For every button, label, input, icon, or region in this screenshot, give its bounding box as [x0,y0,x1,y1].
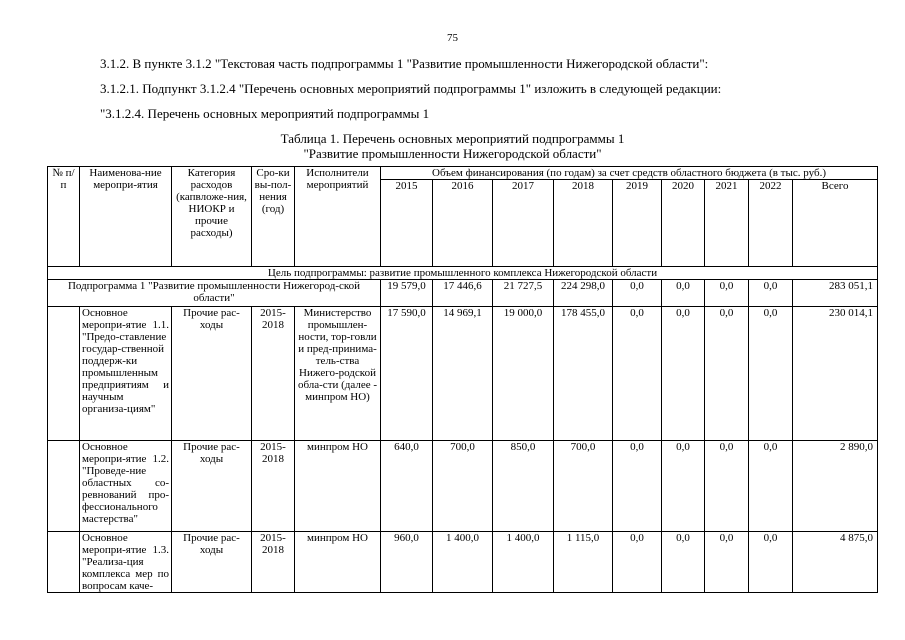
subprogram-row [48,280,878,307]
value-cell: 0,0 [705,307,749,441]
header-year: 2018 [554,180,613,267]
header-year: 2022 [749,180,793,267]
goal-cell: Цель подпрограммы: развитие промышленного комплекса Нижегородской области [48,267,878,280]
num-cell [48,307,80,441]
header-year: 2015 [381,180,433,267]
value-cell: 14 969,1 [433,307,493,441]
value-cell: 0,0 [749,532,793,593]
value-cell: 0,0 [662,441,705,532]
value-cell: 1 400,0 [493,532,554,593]
executor-cell: минпром НО [295,441,381,532]
header-year: 2017 [493,180,554,267]
executor-cell: Министерство промышлен-ности, тор-говли и пред-принима-тель-ства Нижего-родской обла-сти (далее - минпром НО) [295,307,381,441]
header-executors: Исполнители мероприятий [295,167,381,267]
table-caption-line1: Таблица 1. Перечень основных мероприятий подпрограммы 1 [280,131,625,146]
value-cell: 0,0 [749,441,793,532]
category-cell: Прочие рас-ходы [172,441,252,532]
value-cell: 640,0 [381,441,433,532]
value-cell: 0,0 [662,532,705,593]
value-cell: 0,0 [662,280,705,307]
total-cell: 2 890,0 [793,441,878,532]
total-cell: 230 014,1 [793,307,878,441]
value-cell: 0,0 [705,441,749,532]
header-total: Всего [793,180,878,267]
paragraph-3: "3.1.2.4. Перечень основных мероприятий подпрограммы 1 [100,106,430,121]
value-cell: 0,0 [613,307,662,441]
table-row [48,532,878,593]
table-row [48,441,878,532]
header-year: 2020 [662,180,705,267]
header-term: Сро-ки вы-пол-нения (год) [252,167,295,267]
value-cell: 700,0 [554,441,613,532]
subprogram-label: Подпрограмма 1 "Развитие промышленности Нижегород-ской области" [48,280,381,307]
value-cell: 960,0 [381,532,433,593]
value-cell: 700,0 [433,441,493,532]
value-cell: 0,0 [749,307,793,441]
term-cell: 2015-2018 [252,307,295,441]
header-row-1 [48,167,878,180]
paragraph-1: 3.1.2. В пункте 3.1.2 "Текстовая часть подпрограммы 1 "Развитие промышленности Нижегородской области": [100,56,709,71]
num-cell [48,532,80,593]
value-cell: 0,0 [705,532,749,593]
category-cell: Прочие рас-ходы [172,532,252,593]
header-funding: Объем финансирования (по годам) за счет средств областного бюджета (в тыс. руб.) [381,167,878,180]
value-cell: 19 000,0 [493,307,554,441]
value-cell: 0,0 [662,307,705,441]
header-num: № п/п [48,167,80,267]
value-cell: 0,0 [613,280,662,307]
value-cell: 178 455,0 [554,307,613,441]
table-caption-line2: "Развитие промышленности Нижегородской области" [303,146,602,161]
page-number: 75 [447,32,458,44]
value-cell: 17 590,0 [381,307,433,441]
header-year: 2016 [433,180,493,267]
value-cell: 21 727,5 [493,280,554,307]
header-name: Наименова-ние меропри-ятия [80,167,172,267]
value-cell: 0,0 [613,532,662,593]
total-cell: 283 051,1 [793,280,878,307]
term-cell: 2015-2018 [252,441,295,532]
measures-table [47,166,878,593]
header-year: 2019 [613,180,662,267]
value-cell: 1 400,0 [433,532,493,593]
measure-name: Основное меропри-ятие 1.1. "Предо-ставление государ-ственной поддерж-ки промышленным предприятиям и научным организа-циям" [80,307,172,441]
paragraph-2: 3.1.2.1. Подпункт 3.1.2.4 "Перечень основных мероприятий подпрограммы 1" изложить в следующей редакции: [100,81,722,96]
category-cell: Прочие рас-ходы [172,307,252,441]
value-cell: 850,0 [493,441,554,532]
table-row [48,307,878,441]
value-cell: 17 446,6 [433,280,493,307]
header-category: Категория расходов (капвложе-ния, НИОКР и прочие расходы) [172,167,252,267]
measure-name: Основное меропри-ятие 1.3. "Реализа-ция комплекса мер по вопросам каче- [80,532,172,593]
executor-cell: минпром НО [295,532,381,593]
value-cell: 0,0 [705,280,749,307]
num-cell [48,441,80,532]
goal-row [48,267,878,280]
measure-name: Основное меропри-ятие 1.2. "Проведе-ние областных со-ревнований про-фессионального мастерства" [80,441,172,532]
value-cell: 0,0 [749,280,793,307]
header-year: 2021 [705,180,749,267]
value-cell: 224 298,0 [554,280,613,307]
value-cell: 19 579,0 [381,280,433,307]
value-cell: 1 115,0 [554,532,613,593]
total-cell: 4 875,0 [793,532,878,593]
value-cell: 0,0 [613,441,662,532]
term-cell: 2015-2018 [252,532,295,593]
